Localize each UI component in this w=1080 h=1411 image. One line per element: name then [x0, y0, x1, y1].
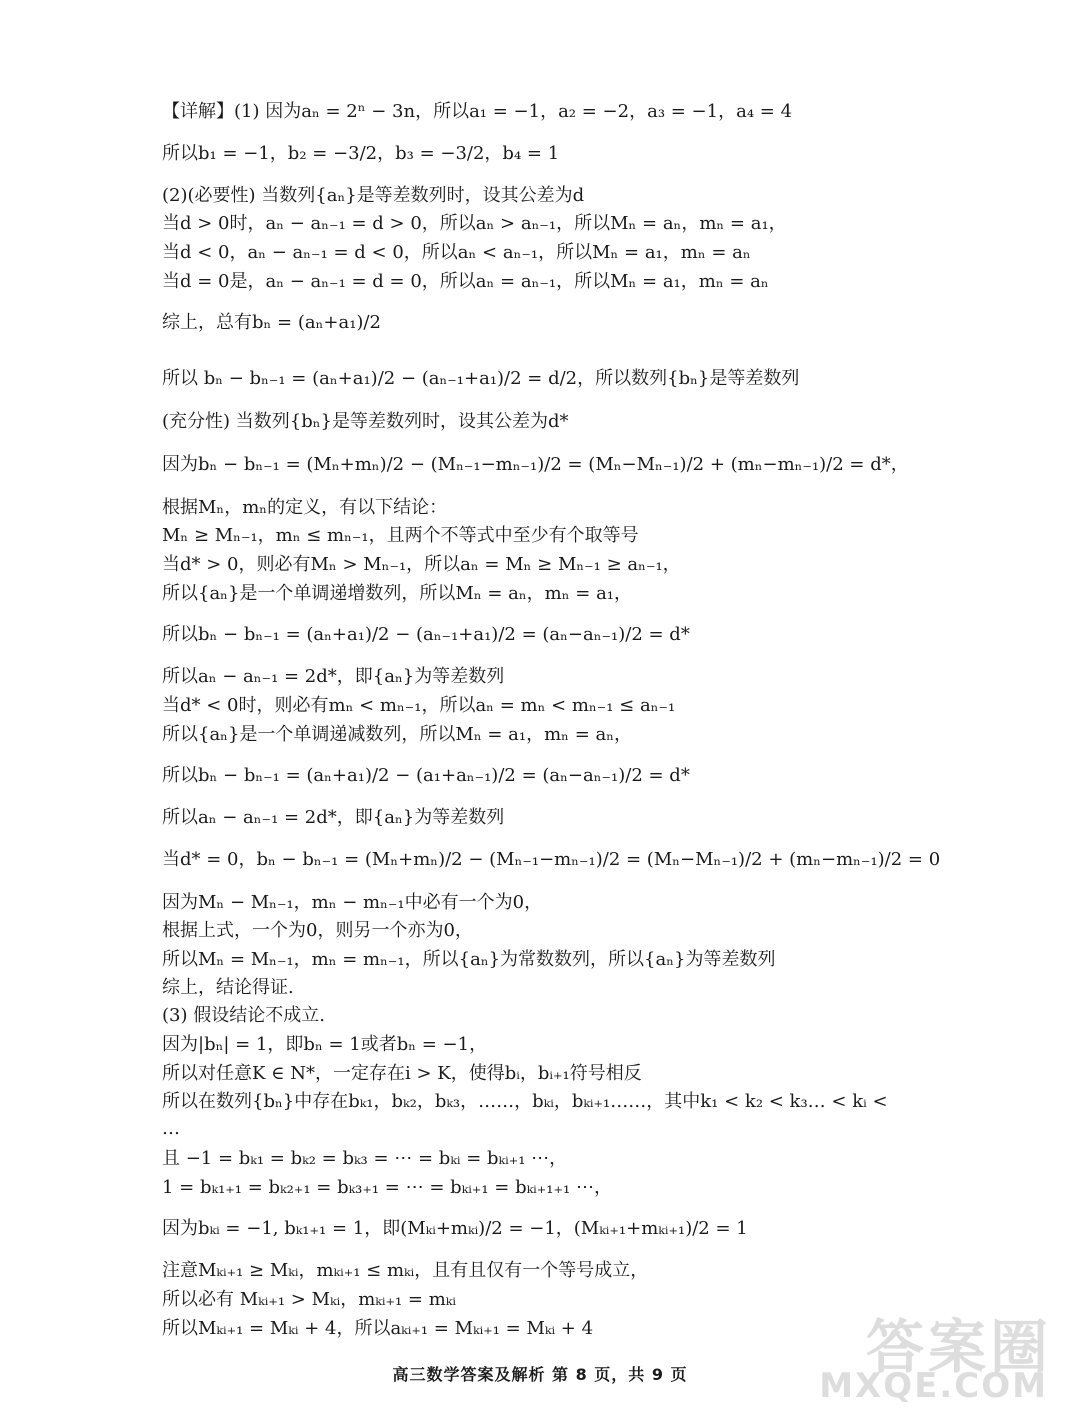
text-line: 当d* = 0，bₙ − bₙ₋₁ = (Mₙ+mₙ)/2 − (Mₙ₋₁−mₙ₋₁)/2 = (Mₙ−Mₙ₋₁)/2 + (mₙ−mₙ₋₁)/2 = 0: [162, 849, 941, 870]
text-line: 所以aₙ − aₙ₋₁ = 2d*，即{aₙ}为等差数列: [162, 807, 505, 828]
text-line: 根据Mₙ，mₙ的定义，有以下结论：: [162, 497, 448, 518]
text-line: 当d > 0时，aₙ − aₙ₋₁ = d > 0，所以aₙ > aₙ₋₁，所以Mₙ = aₙ，mₙ = a₁，: [162, 213, 787, 234]
text-line: 所以 bₙ − bₙ₋₁ = (aₙ+a₁)/2 − (aₙ₋₁+a₁)/2 = d/2，所以数列{bₙ}是等差数列: [162, 368, 800, 389]
text-line: 当d < 0，aₙ − aₙ₋₁ = d < 0，所以aₙ < aₙ₋₁，所以Mₙ = a₁，mₙ = aₙ: [162, 242, 751, 263]
text-line: 【详解】(1) 因为aₙ = 2ⁿ − 3n，所以a₁ = −1，a₂ = −2，a₃ = −1，a₄ = 4: [162, 101, 793, 122]
text-line: 当d* > 0，则必有Mₙ > Mₙ₋₁，所以aₙ = Mₙ ≥ Mₙ₋₁ ≥ aₙ₋₁，: [162, 554, 681, 575]
text-line: 所以bₙ − bₙ₋₁ = (aₙ+a₁)/2 − (a₁+aₙ₋₁)/2 = (aₙ−aₙ₋₁)/2 = d*: [162, 765, 690, 786]
text-line: 根据上式，一个为0，则另一个亦为0，: [162, 920, 473, 941]
text-line: 所以{aₙ}是一个单调递增数列，所以Mₙ = aₙ，mₙ = a₁，: [162, 583, 633, 604]
text-line: 综上，结论得证.: [162, 977, 294, 998]
text-line: 因为bₖᵢ = −1, bₖ₁₊₁ = 1，即(Mₖᵢ+mₖᵢ)/2 = −1，(Mₖᵢ₊₁+mₖᵢ₊₁)/2 = 1: [162, 1218, 748, 1239]
watermark-text: 答案圈: [865, 1313, 1052, 1381]
text-line: 且 −1 = bₖ₁ = bₖ₂ = bₖ₃ = ⋯ = bₖᵢ = bₖᵢ₊₁ ⋯，: [162, 1148, 568, 1169]
watermark-url: MXQE.COM: [819, 1366, 1048, 1406]
text-line: 所以必有 Mₖᵢ₊₁ > Mₖᵢ，mₖᵢ₊₁ = mₖᵢ: [162, 1289, 456, 1310]
text-line: 所以bₙ − bₙ₋₁ = (aₙ+a₁)/2 − (aₙ₋₁+a₁)/2 = (aₙ−aₙ₋₁)/2 = d*: [162, 624, 690, 645]
text-line: 因为bₙ − bₙ₋₁ = (Mₙ+mₙ)/2 − (Mₙ₋₁−mₙ₋₁)/2 = (Mₙ−Mₙ₋₁)/2 + (mₙ−mₙ₋₁)/2 = d*，: [162, 454, 909, 475]
text-line: 因为Mₙ − Mₙ₋₁，mₙ − mₙ₋₁中必有一个为0，: [162, 892, 543, 913]
text-line: 所以在数列{bₙ}中存在bₖ₁，bₖ₂，bₖ₃，……，bₖᵢ，bₖᵢ₊₁……，其中k₁ < k₂ < k₃… < kᵢ <: [162, 1091, 888, 1112]
watermark-logo: [819, 1300, 1052, 1408]
text-line: 所以Mₖᵢ₊₁ = Mₖᵢ + 4，所以aₖᵢ₊₁ = Mₖᵢ₊₁ = Mₖᵢ + 4: [162, 1318, 594, 1339]
text-line: Mₙ ≥ Mₙ₋₁，mₙ ≤ mₙ₋₁，且两个不等式中至少有个取等号: [162, 525, 639, 546]
text-line: 1 = bₖ₁₊₁ = bₖ₂₊₁ = bₖ₃₊₁ = ⋯ = bₖᵢ₊₁ = bₖᵢ₊₁₊₁ ⋯，: [162, 1177, 612, 1198]
text-line: 所以对任意K ∈ N*，一定存在i > K，使得bᵢ，bᵢ₊₁符号相反: [162, 1063, 642, 1084]
text-line: 当d* < 0时，则必有mₙ < mₙ₋₁，所以aₙ = mₙ < mₙ₋₁ ≤ aₙ₋₁: [162, 695, 676, 716]
text-line: 综上，总有bₙ = (aₙ+a₁)/2: [162, 312, 381, 333]
text-line: 因为|bₙ| = 1，即bₙ = 1或者bₙ = −1，: [162, 1034, 488, 1055]
page-footer: 高三数学答案及解析 第 8 页，共 9 页: [392, 1365, 688, 1384]
text-line: (充分性) 当数列{bₙ}是等差数列时，设其公差为d*: [162, 411, 569, 432]
text-line: (2)(必要性) 当数列{aₙ}是等差数列时，设其公差为d: [162, 185, 585, 206]
text-line: 注意Mₖᵢ₊₁ ≥ Mₖᵢ，mₖᵢ₊₁ ≤ mₖᵢ，且有且仅有一个等号成立，: [162, 1260, 649, 1281]
text-line: …: [162, 1118, 180, 1139]
text-line: 当d = 0是，aₙ − aₙ₋₁ = d = 0，所以aₙ = aₙ₋₁，所以Mₙ = a₁，mₙ = aₙ: [162, 271, 769, 292]
text-line: (3) 假设结论不成立.: [162, 1005, 325, 1026]
text-line: 所以aₙ − aₙ₋₁ = 2d*，即{aₙ}为等差数列: [162, 666, 505, 687]
text-line: 所以b₁ = −1，b₂ = −3/2，b₃ = −3/2，b₄ = 1: [162, 143, 560, 164]
text-line: 所以Mₙ = Mₙ₋₁，mₙ = mₙ₋₁，所以{aₙ}为常数数列，所以{aₙ}为等差数列: [162, 949, 776, 970]
text-line: 所以{aₙ}是一个单调递减数列，所以Mₙ = a₁，mₙ = aₙ，: [162, 724, 633, 745]
